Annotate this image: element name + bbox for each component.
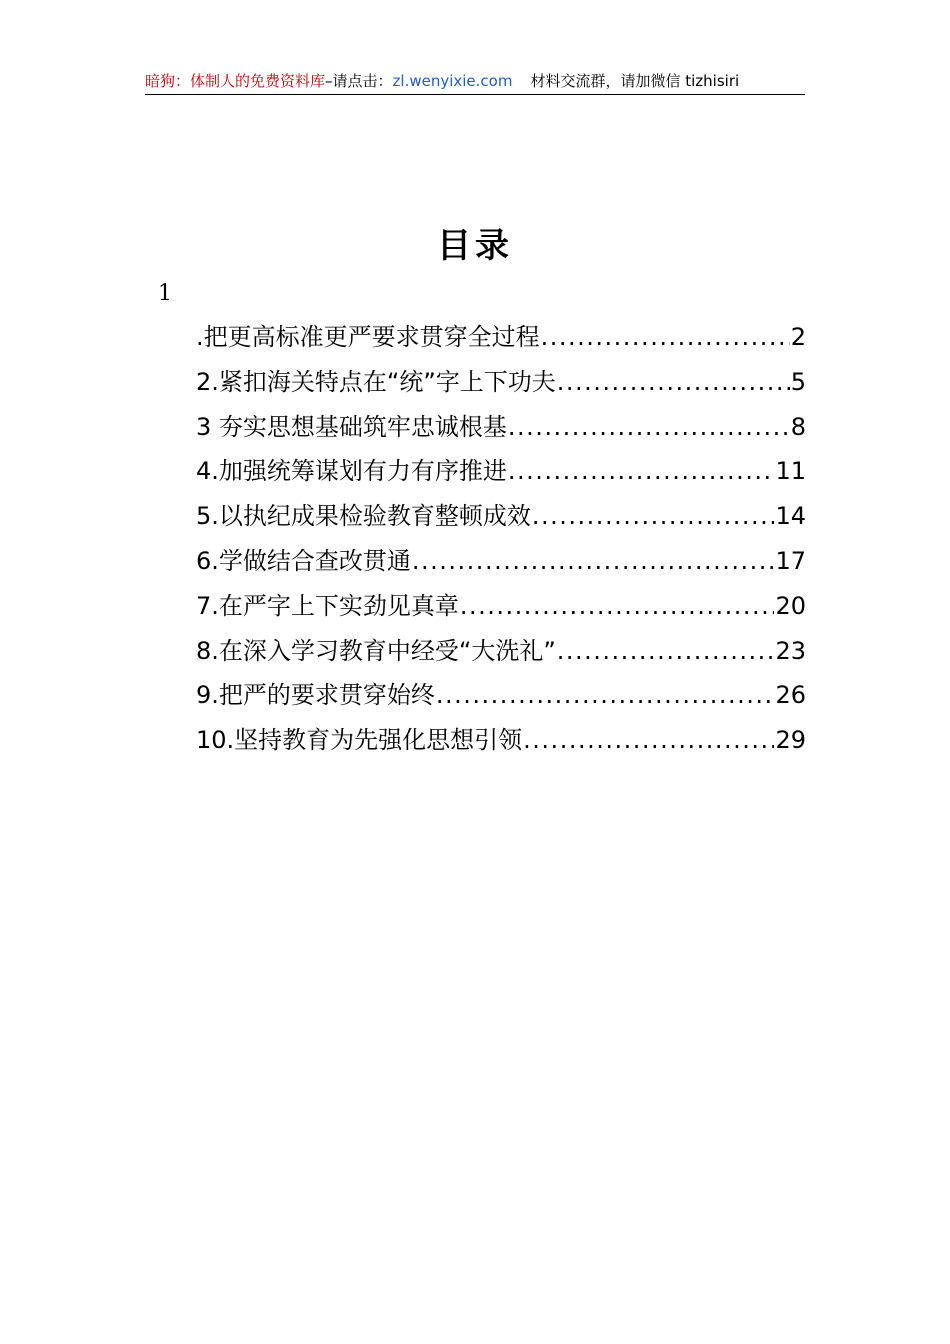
- toc-item-page: 29: [775, 726, 806, 755]
- toc-item-label: 8.在深入学习教育中经受“大洗礼”: [196, 636, 556, 665]
- header-url-link[interactable]: zl.wenyixie.com: [392, 72, 513, 90]
- toc-dot-leader: [523, 721, 774, 759]
- toc-item[interactable]: [196, 318, 806, 363]
- toc-item[interactable]: [196, 408, 806, 453]
- page-title: 目录: [437, 226, 513, 266]
- toc-dot-leader: [508, 452, 775, 490]
- toc-item-label: 10.坚持教育为先强化思想引领: [196, 726, 523, 755]
- toc-item[interactable]: [196, 497, 806, 542]
- toc-item[interactable]: [196, 721, 806, 766]
- toc-item-label: 6.学做结合查改贯通: [196, 546, 411, 575]
- toc-dot-leader: [532, 497, 775, 535]
- toc-dot-leader: [557, 363, 790, 401]
- toc-item[interactable]: [196, 676, 806, 721]
- toc-item-label: 9.把严的要求贯穿始终: [196, 681, 435, 710]
- toc-item-page: 2: [790, 323, 806, 351]
- toc-item[interactable]: [196, 452, 806, 497]
- toc-item-page: 26: [775, 681, 806, 710]
- toc-item-label: 3 夯实思想基础筑牢忠诚根基: [196, 412, 507, 441]
- header-wechat: 材料交流群，请加微信 tizhisiri: [530, 72, 740, 90]
- toc-item[interactable]: [196, 363, 806, 408]
- toc-item-page: 20: [775, 591, 806, 620]
- toc-item[interactable]: [196, 587, 806, 632]
- toc-item-page: 17: [775, 546, 806, 575]
- toc-item-label: 5.以执纪成果检验教育整顿成效: [196, 502, 531, 531]
- toc-dot-leader: [412, 542, 775, 580]
- page-header: [145, 68, 805, 95]
- toc-item-label: 7.在严字上下实劲见真章: [196, 591, 459, 620]
- toc-dot-leader: [508, 408, 790, 446]
- toc-item-page: 23: [775, 636, 806, 665]
- toc-dot-leader: [557, 632, 775, 670]
- toc-dot-leader: [436, 676, 775, 714]
- toc-item-page: 14: [775, 502, 806, 531]
- toc-item-label: 4.加强统筹谋划有力有序推进: [196, 457, 507, 486]
- toc-item-page: 11: [775, 457, 806, 486]
- toc-item-label: .把更高标准更严要求贯穿全过程: [196, 323, 540, 351]
- header-brand: 暗狗：体制人的免费资料库: [145, 72, 326, 90]
- section-number: 1: [158, 281, 172, 306]
- toc-item-page: 5: [790, 367, 806, 396]
- toc-dot-leader: [460, 587, 775, 625]
- table-of-contents: [196, 318, 806, 766]
- header-click-text: –请点击：: [325, 72, 393, 90]
- toc-item-page: 8: [790, 412, 806, 441]
- toc-item[interactable]: [196, 632, 806, 677]
- toc-dot-leader: [541, 318, 790, 356]
- toc-item[interactable]: [196, 542, 806, 587]
- toc-item-label: 2.紧扣海关特点在“统”字上下功夫: [196, 367, 556, 396]
